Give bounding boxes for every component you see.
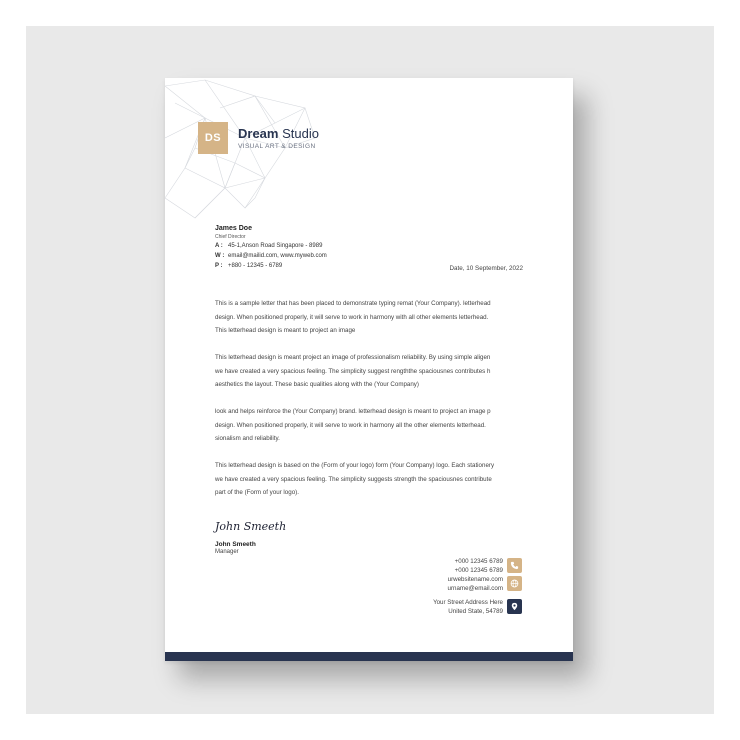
phone-label: P : [215, 263, 223, 269]
signatory-name: John Smeeth [215, 541, 256, 548]
body-line: design. When positioned properly, it will serve to work in harmony with all other elements letterhead. [215, 313, 489, 321]
signature-script: John Smeeth [215, 520, 287, 533]
body-line: This letterhead design is meant project an image of professionalism reliability. By using simple aligen [215, 354, 491, 361]
brand-name-light: Studio [278, 126, 319, 141]
body-line: we have created a very spacious feeling. The simplicity suggests strength the spaciousnes contribute [215, 475, 492, 483]
body-line: sionalism and reliability. [215, 435, 280, 442]
brand-name [238, 127, 319, 141]
sender-web-line [215, 251, 327, 261]
logo-mark: DS [198, 122, 228, 154]
sender-phone: +880 - 12345 - 6789 [228, 263, 283, 269]
body-line: we have created a very spacious feeling. The simplicity suggest rengththe spaciousnes contributes h [215, 367, 491, 375]
brand-block [238, 127, 319, 150]
sender-block [215, 224, 327, 271]
body-line: part of the (Form of your logo). [215, 489, 299, 496]
body-paragraph [215, 459, 527, 500]
body-line: This letterhead design is meant to project an image [215, 327, 356, 334]
contact-address [433, 599, 503, 616]
contact-phone-2: +000 12345 6789 [454, 566, 503, 574]
globe-icon [507, 576, 522, 591]
contact-address-2: United State, 54789 [448, 607, 503, 615]
contact-web [448, 576, 503, 593]
letterhead-sheet [165, 78, 573, 661]
brand-name-bold: Dream [238, 126, 279, 141]
sender-address: 45-1,Anson Road Singapore - 8989 [228, 243, 323, 249]
web-label: W : [215, 253, 225, 259]
body-paragraph [215, 351, 527, 392]
body-paragraph [215, 405, 527, 446]
sender-phone-line [215, 261, 327, 271]
body-paragraph [215, 297, 527, 338]
sender-title: Chief Director [215, 234, 246, 240]
address-label: A : [215, 243, 223, 249]
body-line: This letterhead design is based on the (Form of your logo) form (Your Company) logo. Each stationery [215, 462, 495, 469]
sender-web: email@mailid.com, www.myweb.com [228, 253, 327, 259]
brand-tagline: VISUAL ART & DESIGN [238, 143, 316, 150]
body-line: look and helps reinforce the (Your Company) brand. letterhead design is meant to project an image p [215, 408, 491, 415]
contact-website: urwebsitename.com [447, 576, 503, 583]
geometric-network-decoration [165, 78, 365, 223]
location-icon [507, 599, 522, 614]
phone-icon [507, 558, 522, 573]
contact-address-1: Your Street Address Here [433, 599, 503, 606]
contact-phone-1: +000 12345 6789 [454, 558, 503, 565]
body-line: This is a sample letter that has been placed to demonstrate typing remat (Your Company). letterhead [215, 300, 491, 307]
letter-body [215, 297, 527, 513]
footer-bar [165, 652, 573, 661]
signatory-role: Manager [215, 549, 239, 555]
contact-email: urname@email.com [447, 584, 503, 592]
body-line: aesthetics the layout. These basic qualities along with the (Your Company) [215, 381, 419, 388]
body-line: design. When positioned properly, it will serve to work in harmony all the other elements letterhead. [215, 421, 486, 429]
letter-date: Date, 10 September, 2022 [449, 265, 523, 272]
sender-name: James Doe [215, 225, 252, 232]
contact-phones [455, 558, 503, 575]
sender-address-line [215, 241, 327, 251]
